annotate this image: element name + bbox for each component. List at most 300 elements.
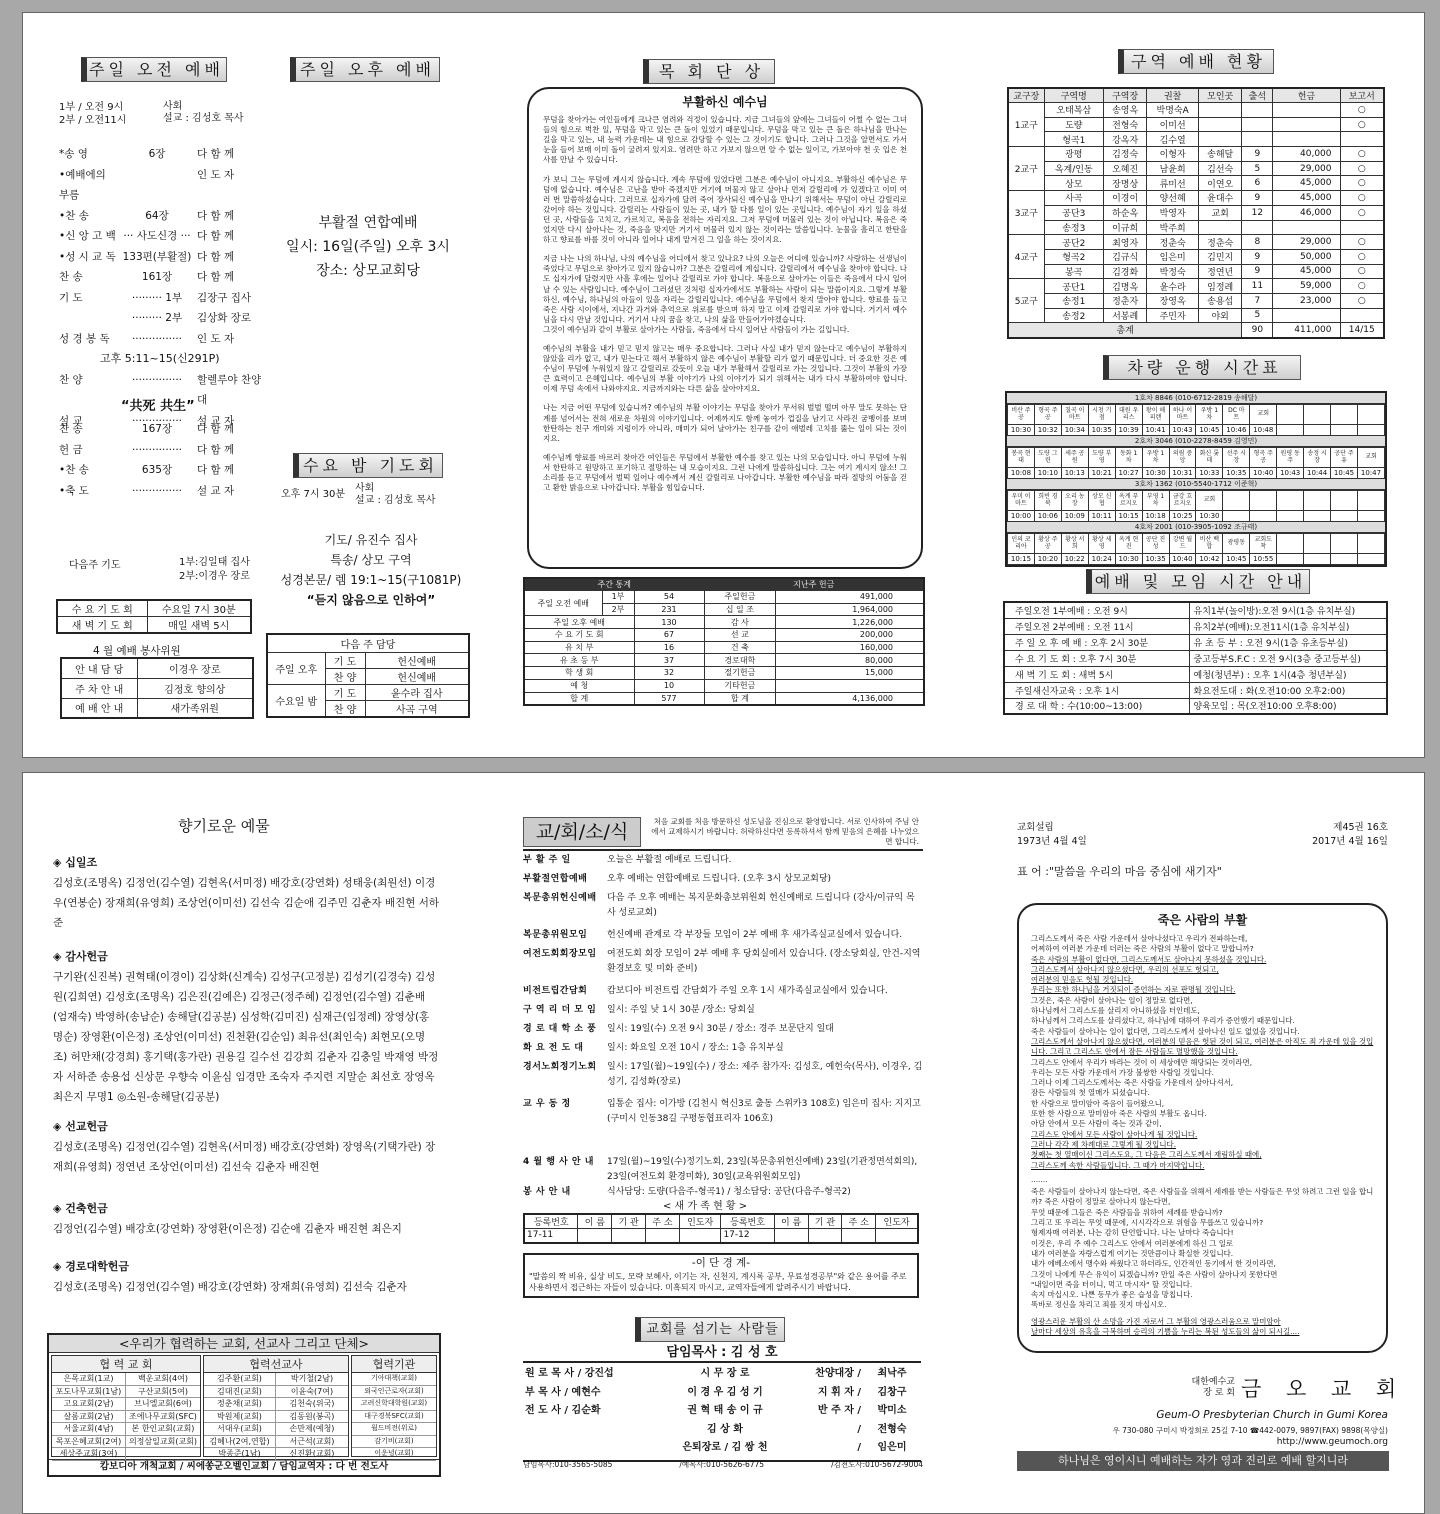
text-field: 수요일 7시 30분 (147, 600, 251, 617)
text-field: 10:13 (1064, 469, 1085, 477)
news-item (523, 1041, 923, 1056)
text-field: 10:47 (1360, 469, 1382, 477)
text-field: 무엇 때문에 그들은 죽은 사람들을 위하여 세례를 받습니까? (1031, 1207, 1223, 1217)
text-field: 10:30 (1145, 469, 1166, 477)
text-field: 교회 (1199, 205, 1242, 220)
text-field: 7 (1242, 293, 1273, 308)
text-field: / (857, 1442, 861, 1453)
text-field: 10:39 (1118, 426, 1139, 434)
text-field: 본 한인교회(교회) (131, 1424, 195, 1433)
morning-times: 1부 / 오전 9시 2부 / 오전11시 (59, 102, 127, 126)
text-field: 도량 (1044, 117, 1104, 132)
text-field (1273, 132, 1340, 147)
text-field: 협력선교사 (204, 1356, 348, 1373)
text-field: 조에나무교회(SFC) (129, 1411, 197, 1421)
text-field: 10:15 (1010, 555, 1032, 563)
text-field: 박명숙A (1147, 103, 1199, 118)
text-field: ◈ 경로대학헌금 (53, 1260, 130, 1273)
servers-table (60, 657, 254, 719)
text-field: 공단 진성 (1145, 536, 1166, 550)
text-field: 10:10 (1037, 469, 1058, 477)
text-field: 29,000 (1273, 161, 1340, 176)
text-field: 합 계 (704, 692, 776, 705)
text-field: 지 휘 자 / (817, 1386, 861, 1398)
offering-section (53, 1117, 439, 1177)
text-field: "내일이면 죽을 터이니, 먹고 마시자" 할 것입니다. (1031, 1279, 1193, 1289)
text-field: 지난주 헌금 (704, 578, 924, 591)
order-row (59, 144, 265, 165)
text-field: 잠든 사람들의 첫 열매가 되셨습니다. (1031, 1088, 1150, 1098)
text-field (1199, 220, 1242, 235)
text-field: 10:44 (1307, 469, 1328, 477)
text-field: 등록번호 (524, 1214, 578, 1229)
text-field: 기 관 (612, 1214, 646, 1229)
text-field: 1호차 8846 (010-6712-2819 송해달) (1007, 393, 1385, 404)
text-field: 공단1 (1044, 279, 1104, 294)
newcomer-table (523, 1213, 919, 1244)
text-field: 윤수라 집사 (365, 684, 469, 700)
text-field: ◈ 건축헌금 (53, 1202, 108, 1215)
text-field: 광평 (1044, 147, 1104, 162)
newcomer-title: < 새 가 족 현 황 > (663, 1201, 748, 1212)
text-field: 칠곡 이마트 (1065, 407, 1085, 421)
text-field: 입통순 집사: 이가방 (김천시 혁신3로 출동 스위카3 108호) 임은미 집사: 지지고 (구미시 인동38길 구평동협표리자 106호) (607, 1099, 921, 1124)
text-field: 10:22 (1064, 555, 1085, 563)
text-field: 유 초 등 부 (524, 654, 634, 667)
text-field: 화 요 전 도 대 (523, 1043, 584, 1053)
text-field: ○ (1340, 176, 1384, 191)
text-field: 첫째는 첫 열매이신 그리스도요, 그 다음은 그리스도께서 재림하실 때에, (1031, 1150, 1262, 1160)
sermon-title: “共死 共生” (121, 399, 195, 414)
text-field: ○ (1340, 103, 1384, 118)
pastor-column-box (527, 87, 923, 569)
text-field (1242, 132, 1273, 147)
text-field: 화요전도대 : 화(오전10:00 오후2:00) (1189, 682, 1387, 698)
text-field: 10:48 (1253, 426, 1274, 434)
text-field (1273, 117, 1340, 132)
text-field: 4 월 행 사 안 내 (523, 1157, 594, 1167)
text-field: 찬 양 (325, 668, 365, 684)
text-field: 형곡1 (1044, 132, 1104, 147)
news-item (523, 1022, 923, 1037)
text-field: 임정례 (1199, 279, 1242, 294)
text-field: 3호차 1362 (010-5540-1712 이준혁) (1007, 479, 1385, 490)
text-field: 유치2부(예배):오전11시(1층 유치부실) (1189, 618, 1387, 634)
text-field: 10:24 (1091, 555, 1112, 563)
text-field: 주 소 (842, 1214, 876, 1229)
text-field: 유 치 부 (524, 641, 634, 654)
text-field: 오후 예배는 연합예배로 드립니다. (오후 3시 상모교회당) (607, 874, 832, 884)
text-field: ○ (1340, 293, 1384, 308)
text-field: 그리스도께서 죽은 사람 가운데서 살아나셨다고 우리가 전파하는데, (1031, 934, 1248, 943)
text-field: 교구장 (1008, 88, 1044, 103)
text-field: 9 (1242, 147, 1273, 162)
text-field: 5 (1242, 161, 1273, 176)
issue-number: 제45권 16호 2017년 4월 16일 (1312, 822, 1388, 847)
text-field: 4,136,000 (776, 692, 924, 705)
text-field: 인도자 (679, 1214, 721, 1229)
text-field: 박원제(교회) (204, 1411, 276, 1423)
text-field: 기아대책(교회) (352, 1373, 436, 1386)
text-field: 다음 주 오후 예배는 복지문화총보위원회 헌신예배로 드립니다 (강사/이규익 목사 성로교회) (607, 893, 915, 918)
order-row (59, 308, 265, 329)
text-field: 동화 1차 (1119, 450, 1138, 464)
text-field: 10:00 (1010, 512, 1032, 520)
offerings-title: 향기로운 예물 (178, 817, 270, 835)
text-field: “듣지 않음으로 인하여” (306, 593, 436, 607)
text-field: 오혜진 (1104, 161, 1147, 176)
text-field: 우미 이마트 (1011, 493, 1031, 507)
text-field: 10:20 (1037, 555, 1058, 563)
morning-order-2 (59, 419, 265, 501)
text-field: 유치1부(놀이방):오전 9시(1층 유치부실) (1189, 602, 1387, 618)
text-field: 기 도 (325, 652, 365, 668)
text-field: 송정2 (1044, 308, 1104, 323)
text-field: 찬 양 (59, 373, 83, 386)
news-item (523, 1155, 923, 1185)
text-field: 금강 흐르지오 (1172, 493, 1193, 507)
order-row (59, 440, 265, 461)
text-field: 10:40 (1253, 469, 1274, 477)
text-field: 45,000 (1273, 176, 1340, 191)
text-field: 다 함 께 (197, 423, 235, 435)
text-field: 헌 금 (59, 443, 83, 456)
bulletin-outer-sheet (22, 772, 1425, 1514)
text-field: 우리는 모든 사람 가운데서 가장 불쌍한 사람일 것입니다. (1031, 1067, 1215, 1077)
text-field: 사곡 구역 (365, 700, 469, 717)
staff-row (525, 1365, 919, 1384)
text-field: 박영자 (1147, 205, 1199, 220)
text-field (1199, 117, 1242, 132)
text-field: 도량 그린 (1038, 450, 1058, 464)
text-field: 1부 (602, 591, 634, 604)
text-field: 주민자 (1147, 308, 1199, 323)
text-field: 67 (634, 629, 704, 642)
wednesday-title: 수요 밤 기도회 (293, 453, 443, 478)
text-field (126, 1448, 200, 1460)
text-field: 복문총위원모임 (523, 930, 588, 940)
text-field: 식사담당: 도량(다음주-형곡1) / 청소담당: 공단(다음주-형곡2) (607, 1187, 851, 1197)
text-field (525, 1421, 655, 1440)
text-field: 교회도착 (1254, 536, 1272, 550)
partner-missionaries (203, 1355, 349, 1457)
text-field: 찬 송 (59, 271, 83, 283)
website-link[interactable]: http://www.geumoch.org (1276, 1437, 1388, 1447)
text-field: 10:41 (1145, 426, 1166, 434)
text-field: 10:40 (1172, 555, 1193, 563)
text-field: 협 력 교 회 (52, 1356, 200, 1373)
text-field: 오리 농장 (1065, 493, 1085, 507)
text-field: 우리는 또한 하나님을 거짓되이 증언하는 자로 판명될 것입니다. (1031, 985, 1236, 995)
text-field: 1교구 (1008, 103, 1044, 147)
text-field: 10:35 (1226, 469, 1247, 477)
text-field: 세주 공원 (1065, 450, 1085, 464)
text-field: 교회 (1203, 496, 1216, 504)
next-prayer (69, 556, 269, 584)
text-field: 전 도 사 / 김순화 (525, 1405, 601, 1416)
text-field: 송정 시장 (1307, 450, 1327, 464)
wednesday-lines (271, 530, 471, 610)
text-field: 도량 부영 (1092, 450, 1112, 464)
text-field: 형제자매 여러분, 나는 감히 단언합니다. 나는 날마다 죽습니다! (1031, 1228, 1234, 1238)
text-field: 주일오전 2부예배 : 오전 11시 (1004, 618, 1189, 634)
text-field: 1,964,000 (776, 603, 924, 616)
text-field: 10:55 (1253, 555, 1274, 563)
text-field (1340, 132, 1384, 147)
text-field: 수 요 기 도 회 : 오후 7시 30분 (1004, 650, 1189, 666)
text-field: 고요교회(2남) (52, 1398, 126, 1410)
text-field: 일시: 16일(주일) 오후 3시 (286, 239, 450, 255)
text-field: 비산 백합 (1199, 536, 1220, 550)
text-field: 여전도회 회장 모임이 2부 예배 후 당회실에서 있습니다. (장소당회실, 안건-지역 환경보호 및 미화 준비) (607, 949, 921, 974)
text-field: 그리스도 안에서 모든 사람이 살아나게 될 것입니다. (1031, 1129, 1198, 1139)
text-field: 강옥자 (1104, 132, 1147, 147)
order-row (59, 288, 265, 309)
text-field: 그리스도 안에서 우리가 바라는 것이 이 세상에만 해당되는 것이라면, (1031, 1057, 1253, 1067)
text-field: 형곡2 (1044, 249, 1104, 264)
text-field: 담임목사:010-3565-5085 (523, 1460, 613, 1469)
church-name: 금 오 교 회 (1241, 1377, 1406, 1401)
text-field: 인 도 자 (197, 168, 235, 181)
text-field: ··· 사도신경 ··· (123, 230, 191, 242)
text-field: 200,000 (776, 629, 924, 642)
text-field: 167장 (141, 423, 173, 435)
text-field: 나는 지금 어떤 무덤에 있습니까? 예수님의 부활 이야기는 무덤을 찾아가 무서워 벌벌 떨며 아무 말도 못하는 단계를 넘어서는 전혀 새로운 차원의 이야기입니다. 어제까지도 함께 놓여가 껍질을 남기고 사라진 굼벵이를 보며 한탄하는 친구 개미와 지렁이가 아니라, 매미가 되어 날아가는 친구를 같이 애벌레 고치를 뚫는 일이 되는 것이지요. (543, 403, 907, 443)
text-field: 다 함 께 (197, 271, 235, 283)
text-field: 1부:김일태 집사 (179, 557, 250, 568)
text-field: 29,000 (1273, 235, 1340, 250)
text-field: 십 일 조 (704, 603, 776, 616)
text-field (1340, 220, 1384, 235)
text-field: 수 요 기 도 회 (57, 600, 147, 617)
text-field: 죽은 사람의 부활이 없다면, 그리스도께서도 살아나지 못하셨을 것입니다. (1031, 954, 1267, 964)
text-field: 9 (1242, 249, 1273, 264)
text-field: 장소: 상모교회당 (316, 263, 420, 279)
text-field: 김경화 (1104, 264, 1147, 279)
text-field: 54 (634, 591, 704, 604)
text-field: 교 우 동 정 (523, 1099, 571, 1109)
text-field: 고후 5:11~15(신291P) (100, 352, 220, 365)
text-field: 9 (1242, 264, 1273, 279)
wednesday-time: 오후 7시 30분 (281, 489, 346, 500)
text-field: 80,000 (776, 654, 924, 667)
text-field: 김규식 (1104, 249, 1147, 264)
text-field: ········· 1부 (131, 291, 183, 304)
afternoon-service-title: 주일 오후 예배 (290, 57, 440, 82)
text-field: ··············· (131, 443, 183, 456)
text-field: 주간 통계 (524, 578, 704, 591)
text-field: ······· (1031, 1176, 1048, 1186)
partner-churches (51, 1355, 201, 1457)
text-field: 10:35 (1145, 555, 1166, 563)
senior-pastor: 담임목사 : 김 성 호 (666, 1345, 778, 1360)
text-field: 12 (1242, 205, 1273, 220)
text-field: 매일 새벽 5시 (147, 617, 251, 634)
order-row (59, 481, 265, 502)
news-item (523, 1060, 923, 1090)
text-field: 주 차 안 내 (61, 678, 137, 698)
text-field: 최영자 (1104, 235, 1147, 250)
text-field: 은퇴장로 / 김 쌍 천 (682, 1442, 768, 1453)
text-field (1340, 308, 1384, 323)
text-field: 김장구 집사 (197, 291, 252, 304)
text-field: 37 (634, 654, 704, 667)
text-field: ○ (1340, 235, 1384, 250)
text-field: 주일새신자교육 : 오후 1시 (1004, 682, 1189, 698)
text-field: 4교구 (1008, 235, 1044, 279)
text-field: 10:42 (1199, 555, 1220, 563)
text-field: 411,000 (1273, 323, 1340, 338)
text-field: 봉 사 안 내 (523, 1187, 571, 1197)
text-field: 2부 (602, 603, 634, 616)
text-field: 옥계/인동 (1044, 161, 1104, 176)
text-field: 다음 주 담당 (267, 634, 469, 652)
text-field: 권찰 (1147, 88, 1199, 103)
text-field: 10:18 (1145, 512, 1166, 520)
text-field (1242, 103, 1273, 118)
text-field: 10:32 (1037, 426, 1058, 434)
text-field: 형곡 주공 (1038, 407, 1058, 421)
text-field: 헌신예배 관계로 각 부장들 모임이 2부 예배 후 새가족실교실에서 있습니다. (607, 930, 903, 940)
text-field: 백운교회(4여) (138, 1374, 188, 1383)
text-field: 여전도회회장모임 (523, 949, 597, 959)
text-field: 예수님의 부활을 내가 믿고 믿지 않고는 매우 중요합니다. 그러나 사실 내가 믿지 않는다고 예수님이 부활하지 않았을 리가 없고, 내가 믿는다고 해서 부활하지 않은 예수님이 부활할 리가 없기 때문입니다. 더 중요한 것은 예수님이 무덤에 누워있지 않고 갈릴리로 갔듯이 오늘 내가 부활해서 갈릴리로 가는 것입니다. 그것이 부활의 가장 큰 효력이고 은혜입니다. 예수님의 부활 이야기가 나의 이야기가 되기 위해서는 내가 다시 부활하여야 합니다. 이제 무덤 속에서 나와야지요. 지금까지와는 다른 삶을 살아야지요. (543, 343, 907, 394)
text-field: 속지 마십시오. 나쁜 동무가 좋은 습성을 망칩니다. (1031, 1290, 1193, 1300)
text-field: 구 역 리 더 모 임 (523, 1005, 597, 1015)
text-field: 부활절 연합예배 (318, 215, 418, 231)
text-field: 새 벽 기 도 회 : 새벽 5시 (1004, 666, 1189, 682)
text-field (1242, 117, 1273, 132)
offering-section (53, 853, 439, 933)
text-field: 주일 오전 예배 (524, 591, 602, 616)
text-field: 10:21 (1091, 469, 1112, 477)
text-field: 은목교회(1교) (52, 1373, 126, 1385)
text-field: 의정삼일교회(교회) (128, 1436, 198, 1446)
text-field: 1,226,000 (776, 616, 924, 629)
text-field: 설 교 자 (197, 484, 235, 497)
text-field: 10:09 (1064, 512, 1085, 520)
order-row (59, 226, 265, 247)
text-field: 10 (634, 679, 704, 692)
text-field: 577 (634, 692, 704, 705)
text-field: 부활절연합예배 (523, 874, 588, 884)
text-field: 그러나 각각 제 차례대로 그렇게 될 것입니다. (1031, 1139, 1176, 1149)
text-field: 경 로 대 학 : 수(10:00~13:00) (1004, 698, 1189, 714)
text-field: ○ (1340, 191, 1384, 206)
text-field: 수요일 밤 (267, 684, 325, 717)
text-field: 10:08 (1010, 469, 1032, 477)
text-field: 서대우(교회) (204, 1423, 276, 1435)
text-field: 그리스도께 속한 사람들입니다. 그 때가 마지막입니다. (1031, 1160, 1205, 1170)
text-field: 광평동 (1227, 539, 1246, 547)
text-field: 90 (1242, 323, 1273, 338)
text-field: 절기헌금 (704, 667, 776, 680)
text-field: 박정숙 (1147, 264, 1199, 279)
text-field: 김민지 (1199, 249, 1242, 264)
text-field: 정춘숙 (1147, 235, 1199, 250)
text-field: 구역장 (1104, 88, 1147, 103)
text-field: 남윤희 (1147, 161, 1199, 176)
text-field: ········· 2부 (131, 312, 183, 324)
text-field: /김전도사:010-5672-9004 (831, 1460, 923, 1469)
text-field: 아담 안에서 모든 사람이 죽는 것과 같이, (1031, 1119, 1162, 1129)
text-field: 133편(부활절) (122, 250, 192, 263)
text-field (1273, 308, 1340, 323)
text-field: 인도자 (876, 1214, 918, 1229)
text-field: 합 계 (524, 692, 634, 705)
text-field: 예수님께 향료를 바르러 찾아간 여인들은 무덤에서 부활한 예수를 찾고 있는 나의 모습입니다. 아니 무덤에 누워서 한탄하고 원망하고 포기하고 절망하는 내 모습이지요. 그런 나에게 말씀하십니다. 그는 여기 계시지 않소! 그 소리를 듣고 무덤에서 벌떡 일어나 예수께서 계신 갈릴리로 나아갑니다. 부활한 예수님을 따라 절망의 어둠을 걷고 환한 밝음으로 나아갑니다. 부활을 힘입습니다. (543, 452, 907, 493)
text-field: 특송/ 상모 구역 (330, 553, 412, 567)
text-field: 다 함 께 (197, 250, 235, 263)
poem-box (1017, 903, 1388, 1353)
text-field: 김명옥 (1104, 279, 1147, 294)
text-field: 오늘은 부활절 예배로 드립니다. (607, 855, 732, 865)
text-field: 교회 (1257, 410, 1270, 418)
text-field: 영광스러운 부활의 산 소망을 가진 자로서 그 부활의 영광스러움으로 말미암아 (1031, 1316, 1281, 1326)
text-field: 성 경 봉 독 (59, 332, 110, 345)
staff-row (525, 1439, 919, 1458)
text-field: 류미선 (1147, 176, 1199, 191)
text-field: 10:45 (1199, 426, 1220, 434)
text-field: 부 목 사 / 예현수 (525, 1386, 601, 1398)
text-field: 주일오전 1부예배 : 오전 9시 (1004, 602, 1189, 618)
text-field: ◈ 선교헌금 (53, 1120, 108, 1133)
text-field: 16 (634, 641, 704, 654)
text-field: 감기비(교회) (352, 1436, 436, 1449)
text-field: 635장 (141, 464, 173, 476)
text-field: ··············· (131, 332, 183, 345)
text-field: 10:30 (1199, 512, 1220, 520)
text-field: 이윤숙(7여) (290, 1386, 334, 1396)
text-field: 다 함 께 (197, 230, 235, 242)
text-field: 하순옥 (1104, 205, 1147, 220)
text-field: 할렐루야 찬양대 (197, 373, 262, 406)
text-field: 기도/ 유진수 집사 (324, 533, 418, 547)
text-field: 최낙주 (877, 1368, 907, 1379)
staff-list (523, 1361, 921, 1462)
text-field: 10:45 (1333, 469, 1355, 477)
text-field (525, 1439, 655, 1458)
text-field: 10:33 (1199, 469, 1220, 477)
staff-row (525, 1384, 919, 1403)
text-field: 구기완(신진복) 권혁태(이경이) 김상화(신계숙) 김성구(고정분) 김성기(김경숙) 김성원(김희연) 김성호(조명옥) 김은진(김예은) 김정근(정주혜) 김정언(김수열) 김춘배(엄재숙) 박영하(송남순) 송해달(김공분) 심성학(김미진) 심재근(임정례) 장영상(홍명순) 장영환(이은정) 조상언(이미선) 진천환(김순임) 최유선(최인숙) 최현모(오명조) 허만채(강경희) 홍기택(홍가란) 권용길 길수선 김강희 김춘자 김충일 박재영 박정자 서하준 송용섭 신상문 우향숙 이윤심 임경만 조숙자 주지련 지말순 최선호 장영옥 최은지 무명1 ◎소원-송해달(김공분) (53, 971, 439, 1103)
text-field: 경서노회정기노회 (523, 1062, 597, 1072)
text-field: 10:46 (1226, 426, 1247, 434)
text-field: 형곡 주공 (1253, 450, 1273, 464)
bus-timetable (1005, 391, 1387, 567)
text-field: 송해달 (1199, 147, 1242, 162)
text-field: 세상주교회(3여) (52, 1448, 126, 1460)
text-field: 10:35 (1091, 426, 1112, 434)
text-field: 김선숙 (1199, 161, 1242, 176)
text-field: 김혜나(2여,연합) (204, 1436, 276, 1448)
text-field: 그것이 나에게 무슨 유익이 되겠습니까? 만일 죽은 사람이 살아나지 못한다면 (1031, 1269, 1278, 1279)
text-field: 옥계 현진 (1119, 536, 1139, 550)
text-field: 부 활 주 일 (523, 855, 571, 865)
news-list (523, 853, 923, 1204)
text-field: 서근석(교회) (289, 1436, 335, 1446)
text-field: 인의 코리아 (1011, 536, 1031, 550)
text-field: 3교구 (1008, 191, 1044, 235)
text-field: 헌신예배 (365, 652, 469, 668)
text-field: 17-12 (721, 1229, 774, 1243)
text-field: 이연오 (1199, 176, 1242, 191)
text-field (224, 349, 265, 370)
text-field: 죽은 사람들이 살아나지 않는다면, 죽은 사람들을 위해서 세례를 받는 사람들은 무엇 하려고 그런 일을 합니까? 죽은 사람이 정말로 살아나지 않는다면, (1031, 1187, 1374, 1207)
text-field: 인 도 자 (197, 332, 235, 345)
text-field: DC 마트 (1228, 407, 1245, 421)
text-field: 10:25 (1172, 512, 1193, 520)
